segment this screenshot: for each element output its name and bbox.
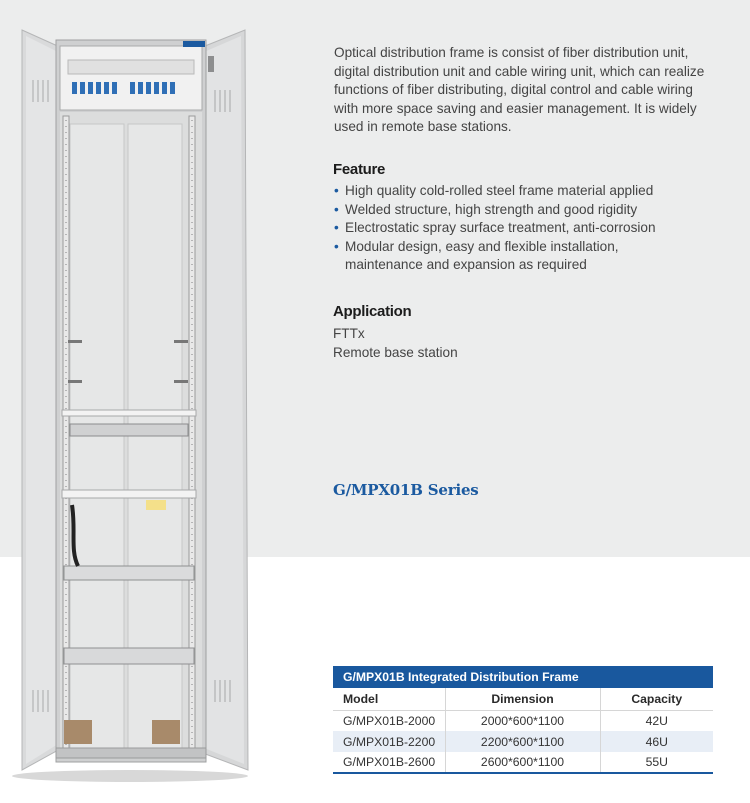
table-caption: G/MPX01B Integrated Distribution Frame (333, 666, 713, 688)
cell-model: G/MPX01B-2200 (333, 731, 445, 752)
cell-dimension: 2600*600*1100 (445, 752, 600, 773)
series-title: G/MPX01B Series (333, 481, 479, 499)
column-header-model: Model (333, 688, 445, 710)
cell-capacity: 55U (600, 752, 713, 773)
application-item: FTTx (333, 326, 365, 341)
feature-item (334, 219, 699, 238)
feature-item (334, 182, 699, 201)
bullet-icon: • (334, 238, 339, 254)
feature-item-text: High quality cold-rolled steel frame material applied (345, 183, 654, 198)
bullet-icon: • (334, 220, 339, 235)
feature-item-text: Modular design, easy and flexible installation, maintenance and expansion as required (345, 238, 619, 272)
distribution-cabinet-image (0, 0, 260, 790)
feature-item-text: Welded structure, high strength and good rigidity (345, 201, 638, 217)
application-list (333, 325, 458, 362)
application-item: Remote base station (333, 344, 458, 360)
product-description: Optical distribution frame is consist of fiber distribution unit, digital distribution unit and cable wiring unit, which can realize functions of fiber distributing, digital control and cable wiring with more space saving and easier management. It is widely used in remote base stations. (334, 45, 705, 134)
cell-dimension: 2200*600*1100 (445, 731, 600, 752)
column-header-dimension: Dimension (445, 688, 600, 710)
cell-model: G/MPX01B-2600 (333, 752, 445, 773)
table-row (333, 731, 713, 752)
bullet-icon: • (334, 201, 339, 217)
table-row (333, 752, 713, 773)
cell-capacity: 46U (600, 731, 713, 752)
column-header-capacity: Capacity (600, 688, 713, 710)
feature-item-text: Electrostatic spray surface treatment, anti-corrosion (345, 220, 656, 235)
feature-item (334, 238, 699, 275)
spec-table (333, 666, 713, 774)
cell-model: G/MPX01B-2000 (333, 710, 445, 731)
application-heading: Application (333, 303, 412, 320)
table-row (333, 710, 713, 731)
feature-list (334, 182, 699, 275)
cell-capacity: 42U (645, 713, 668, 728)
cell-dimension: 2000*600*1100 (445, 710, 600, 731)
feature-heading: Feature (333, 161, 386, 178)
bullet-icon: • (334, 183, 339, 198)
feature-item (334, 201, 699, 220)
